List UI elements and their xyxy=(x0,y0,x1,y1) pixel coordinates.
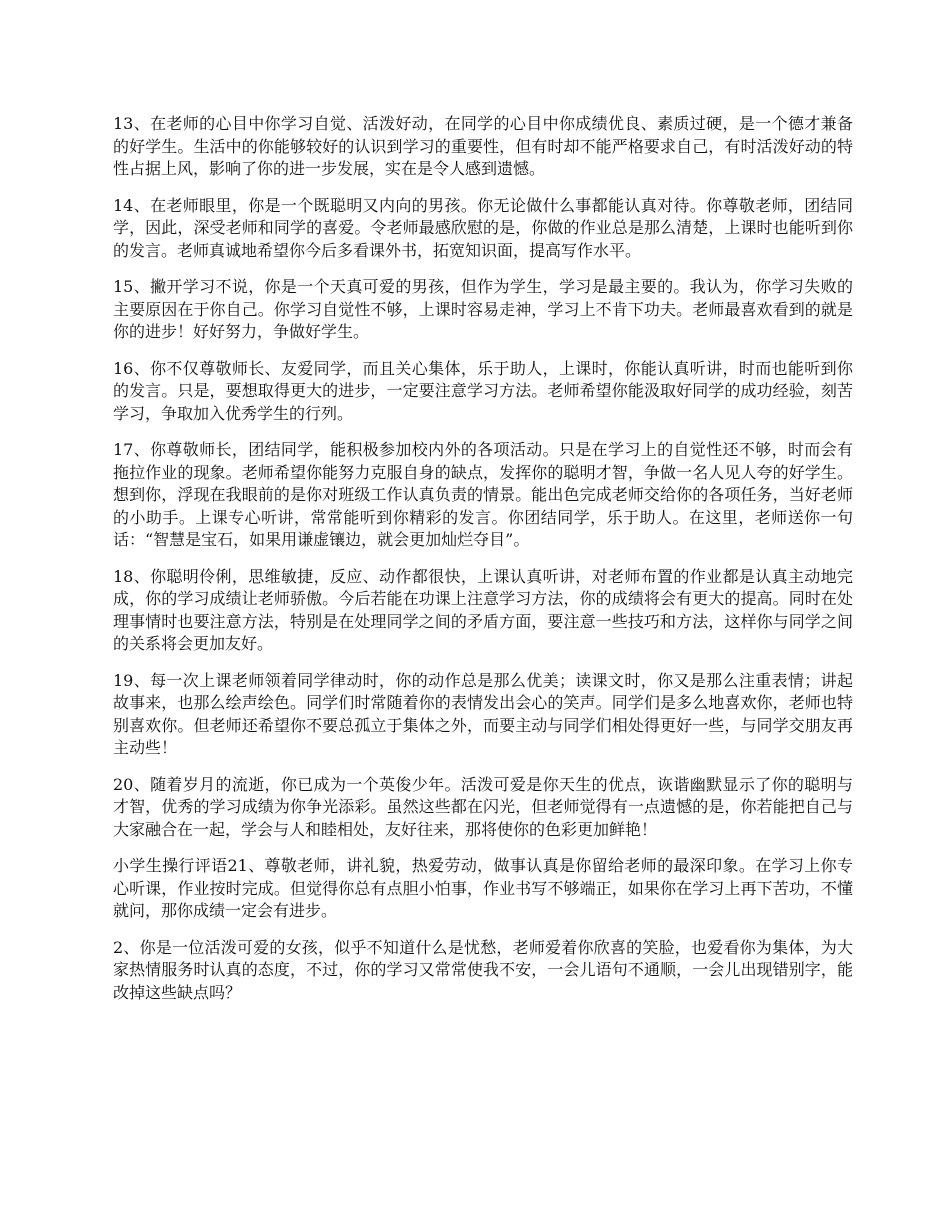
paragraph-19: 19、每一次上课老师领着同学律动时，你的动作总是那么优美；读课文时，你又是那么注重表情；讲起故事来，也那么绘声绘色。同学们时常随着你的表情发出会心的笑声。同学们是多么地喜欢你，老师也特别喜欢你。但老师还希望你不要总孤立于集体之外，而要主动与同学们相处得更好一些，与同学交朋友再主动些！ xyxy=(113,670,853,757)
paragraph-16: 16、你不仅尊敬师长、友爱同学，而且关心集体，乐于助人，上课时，你能认真听讲，时而也能听到你的发言。只是，要想取得更大的进步，一定要注意学习方法。老师希望你能汲取好同学的成功经验，刻苦学习，争取加入优秀学生的行列。 xyxy=(113,358,853,423)
paragraph-21: 小学生操行评语21、尊敬老师，讲礼貌，热爱劳动，做事认真是你留给老师的最深印象。在学习上你专心听课，作业按时完成。但觉得你总有点胆小怕事，作业书写不够端正，如果你在学习上再下苦功，不懂就问，那你成绩一定会有进步。 xyxy=(113,856,853,920)
paragraph-17: 17、你尊敬师长，团结同学，能积极参加校内外的各项活动。只是在学习上的自觉性还不够，时而会有拖拉作业的现象。老师希望你能努力克服自身的缺点，发挥你的聪明才智，争做一名人见人夸的好学生。 想到你，浮现在我眼前的是你对班级工作认真负责的情景。能出色完成老师交给你的各项任务，当好老师的小助手。上课专心听讲，常常能听到你精彩的发言。你团结同学，乐于助人。在这里，老师送你一句话：“智慧是宝石，如果用谦虚镶边，就会更加灿烂夺目”。 xyxy=(113,440,853,549)
paragraph-13: 13、在老师的心目中你学习自觉、活泼好动，在同学的心目中你成绩优良、素质过硬，是一个德才兼备的好学生。生活中的你能够较好的认识到学习的重要性，但有时却不能严格要求自己，有时活泼好动的特性占据上风，影响了你的进一步发展，实在是令人感到遗憾。 xyxy=(113,114,853,178)
paragraph-14: 14、在老师眼里，你是一个既聪明又内向的男孩。你无论做什么事都能认真对待。你尊敬老师，团结同学，因此，深受老师和同学的喜爱。令老师最感欣慰的是，你做的作业总是那么清楚，上课时也能听到你的发言。老师真诚地希望你今后多看课外书，拓宽知识面，提高写作水平。 xyxy=(113,195,853,260)
paragraph-2: 2、你是一位活泼可爱的女孩，似乎不知道什么是忧愁，老师爱着你欣喜的笑脸，也爱看你为集体，为大家热情服务时认真的态度，不过，你的学习又常常使我不安，一会儿语句不通顺，一会儿出现错别字，能改掉这些缺点吗？ xyxy=(113,937,853,1002)
paragraph-15: 15、撇开学习不说，你是一个天真可爱的男孩，但作为学生，学习是最主要的。我认为，你学习失败的主要原因在于你自己。你学习自觉性不够，上课时容易走神，学习上不肯下功夫。老师最喜欢看到的就是你的进步！好好努力，争做好学生。 xyxy=(113,277,853,341)
paragraph-18: 18、你聪明伶俐，思维敏捷，反应、动作都很快，上课认真听讲，对老师布置的作业都是认真主动地完成，你的学习成绩让老师骄傲。今后若能在功课上注意学习方法，你的成绩将会有更大的提高。同时在处理事情时也要注意方法，特别是在处理同学之间的矛盾方面，要注意一些技巧和方法，这样你与同学之间的关系将会更加友好。 xyxy=(113,566,853,653)
paragraph-20: 20、随着岁月的流逝，你已成为一个英俊少年。活泼可爱是你天生的优点，诙谐幽默显示了你的聪明与才智，优秀的学习成绩为你争光添彩。虽然这些都在闪光，但老师觉得有一点遗憾的是，你若能把自己与大家融合在一起，学会与人和睦相处，友好往来，那将使你的色彩更加鲜艳！ xyxy=(113,774,853,839)
document-body xyxy=(113,113,853,1018)
